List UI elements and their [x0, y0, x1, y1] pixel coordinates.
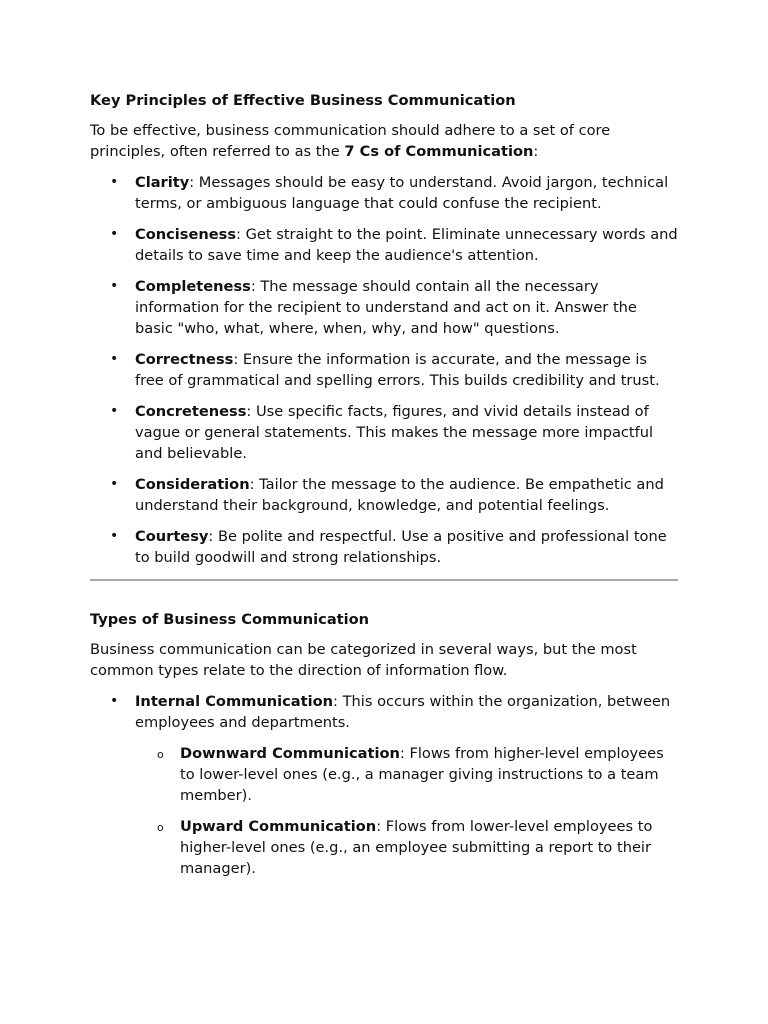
section-divider [90, 579, 678, 581]
list-item-text: : The message should contain all the necessary information for the recipient to understand and act on it. Answer the basic "who, what, where, when, why, and how" questions. [135, 278, 637, 337]
bullet-icon: • [110, 476, 119, 492]
sub-list-item-term: Upward Communication [180, 818, 377, 835]
list-item [90, 172, 678, 214]
sub-list-item-text: : Flows from higher-level employees to lower-level ones (e.g., a manager giving instructions to a team member). [180, 745, 664, 804]
list-item-term: Correctness [135, 351, 234, 368]
list-item [90, 401, 678, 464]
list-item [90, 691, 678, 879]
list-item [90, 526, 678, 568]
section-heading-key-principles: Key Principles of Effective Business Communication [90, 92, 516, 109]
bullet-icon: • [110, 528, 119, 544]
sub-list-item-text: : Flows from lower-level employees to higher-level ones (e.g., an employee submitting a report to their manager). [180, 818, 653, 877]
list-item [90, 224, 678, 266]
list-item-text: : Be polite and respectful. Use a positive and professional tone to build goodwill and strong relationships. [135, 528, 667, 566]
section-intro-types: Business communication can be categorized in several ways, but the most common types relate to the direction of information flow. [90, 641, 637, 679]
sub-list-item-term: Downward Communication [180, 745, 400, 762]
list-item [90, 349, 678, 391]
intro-text: To be effective, business communication should adhere to a set of core principles, often referred to as the [90, 122, 611, 160]
sub-list [135, 743, 678, 879]
list-item-text: : Tailor the message to the audience. Be empathetic and understand their background, knowledge, and potential feelings. [135, 476, 664, 514]
intro-bold-term: 7 Cs of Communication [344, 143, 534, 160]
bullet-icon: • [110, 226, 119, 242]
bullet-icon: • [110, 174, 119, 190]
bullet-icon: • [110, 693, 119, 709]
hollow-bullet-icon: o [157, 748, 164, 761]
list-item-term: Completeness [135, 278, 251, 295]
list-item [90, 276, 678, 339]
bullet-icon: • [110, 278, 119, 294]
list-item [90, 474, 678, 516]
list-item-text: : This occurs within the organization, between employees and departments. [135, 693, 671, 731]
sub-list-item [135, 743, 678, 806]
list-item-term: Courtesy [135, 528, 209, 545]
section-intro-key-principles [90, 120, 678, 162]
hollow-bullet-icon: o [157, 821, 164, 834]
list-item-term: Consideration [135, 476, 250, 493]
section-heading-types: Types of Business Communication [90, 611, 370, 628]
bullet-icon: • [110, 351, 119, 367]
list-item-text: : Messages should be easy to understand. Avoid jargon, technical terms, or ambiguous language that could confuse the recipient. [135, 174, 669, 212]
list-item-term: Concreteness [135, 403, 247, 420]
list-item-term: Conciseness [135, 226, 237, 243]
list-item-text: : Get straight to the point. Eliminate unnecessary words and details to save time and keep the audience's attention. [135, 226, 678, 264]
list-item-text: : Ensure the information is accurate, and the message is free of grammatical and spelling errors. This builds credibility and trust. [135, 351, 660, 389]
list-item-term: Clarity [135, 174, 190, 191]
types-list [90, 691, 678, 879]
sub-list-item [135, 816, 678, 879]
bullet-icon: • [110, 403, 119, 419]
principles-list [90, 172, 678, 568]
intro-suffix: : [533, 143, 539, 160]
list-item-text: : Use specific facts, figures, and vivid details instead of vague or general statements. This makes the message more impactful and believable. [135, 403, 654, 462]
list-item-term: Internal Communication [135, 693, 334, 710]
